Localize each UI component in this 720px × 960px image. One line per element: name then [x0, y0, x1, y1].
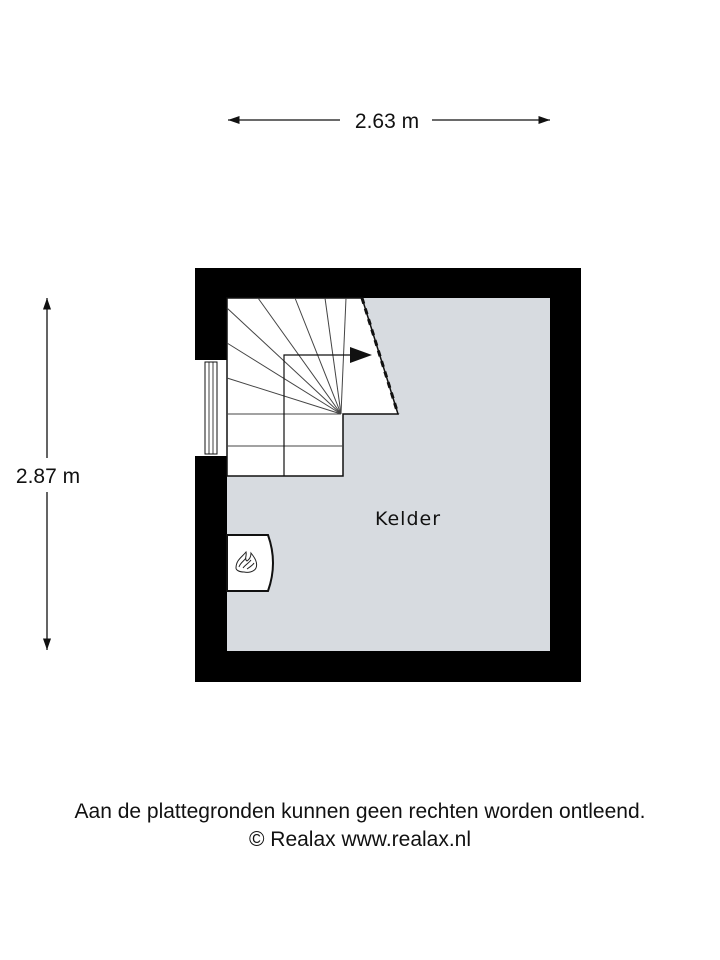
height-dimension: [16, 298, 80, 650]
disclaimer-text: Aan de plattegronden kunnen geen rechten worden ontleend.: [74, 800, 646, 823]
room-label-kelder: Kelder: [374, 508, 442, 530]
width-dimension-label: 2.63 m: [354, 110, 420, 133]
boiler: [227, 535, 273, 591]
height-dimension-label: 2.87 m: [15, 465, 81, 488]
window: [195, 360, 227, 456]
width-dimension: [228, 110, 550, 133]
copyright-text: © Realax www.realax.nl: [248, 828, 472, 851]
